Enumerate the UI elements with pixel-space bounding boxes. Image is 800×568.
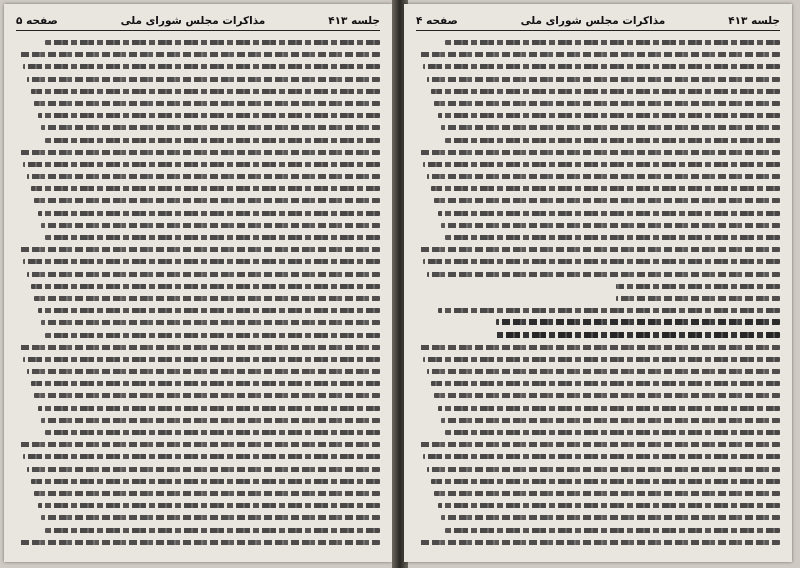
text-line: [416, 194, 780, 206]
text-line: [16, 475, 380, 487]
text-line-ink: [31, 284, 380, 289]
text-line: [416, 487, 780, 499]
text-line: [416, 73, 780, 85]
text-line-ink: [423, 454, 780, 459]
text-line: [416, 134, 780, 146]
text-line: [16, 36, 380, 48]
text-line-ink: [616, 296, 780, 301]
text-line: [416, 438, 780, 450]
text-line-ink: [496, 319, 780, 325]
text-line: [16, 170, 380, 182]
text-line-ink: [420, 540, 780, 545]
text-line: [16, 121, 380, 133]
text-line-ink: [445, 138, 780, 143]
right-session-number: جلسه ۴۱۳: [728, 15, 780, 27]
left-page-title: مذاکرات مجلس شورای ملی: [120, 15, 266, 27]
right-page-body: [416, 36, 780, 556]
text-line: [16, 329, 380, 341]
text-line: [416, 158, 780, 170]
text-line-ink: [438, 211, 780, 216]
text-line-ink: [427, 77, 780, 82]
text-line: [16, 463, 380, 475]
text-line: [416, 231, 780, 243]
text-line: [416, 97, 780, 109]
text-line: [16, 487, 380, 499]
text-line-ink: [445, 528, 780, 533]
text-line: [16, 73, 380, 85]
text-line: [416, 316, 780, 328]
text-line-ink: [23, 64, 380, 69]
text-line-ink: [38, 406, 380, 411]
text-line: [416, 207, 780, 219]
text-line: [416, 414, 780, 426]
text-line-ink: [23, 357, 380, 362]
text-line-ink: [20, 247, 380, 252]
text-line-ink: [441, 223, 780, 228]
left-page-header: [16, 12, 380, 31]
text-line: [16, 292, 380, 304]
text-line: [16, 316, 380, 328]
left-page-body: [16, 36, 380, 556]
text-line-ink: [445, 235, 780, 240]
text-line-ink: [31, 381, 380, 386]
text-line-ink: [427, 369, 780, 374]
right-page: [404, 4, 792, 562]
text-line: [16, 524, 380, 536]
left-session-number: جلسه ۴۱۳: [328, 15, 380, 27]
text-line-ink: [434, 198, 780, 203]
text-line: [416, 475, 780, 487]
text-line-ink: [41, 418, 380, 423]
text-line-ink: [41, 320, 380, 325]
text-line-ink: [445, 430, 780, 435]
text-line-ink: [27, 272, 380, 277]
text-line-ink: [45, 40, 380, 45]
text-line: [16, 48, 380, 60]
text-line-ink: [45, 430, 380, 435]
text-line-ink: [438, 406, 780, 411]
text-line-ink: [20, 345, 380, 350]
text-line: [16, 219, 380, 231]
text-line: [416, 60, 780, 72]
text-line: [16, 60, 380, 72]
text-line-ink: [41, 223, 380, 228]
text-line: [16, 231, 380, 243]
text-line-ink: [427, 174, 780, 179]
text-line-ink: [34, 393, 380, 398]
text-line: [416, 426, 780, 438]
text-line-ink: [20, 150, 380, 155]
text-line-ink: [420, 345, 780, 350]
left-page-number: صفحه ۵: [16, 15, 58, 27]
text-line: [416, 268, 780, 280]
text-line-ink: [45, 333, 380, 338]
text-line-ink: [423, 259, 780, 264]
text-line: [416, 182, 780, 194]
text-line: [16, 146, 380, 158]
text-line: [16, 97, 380, 109]
text-line-ink: [27, 467, 380, 472]
text-line: [16, 194, 380, 206]
text-line: [416, 524, 780, 536]
text-line: [416, 85, 780, 97]
text-line-ink: [41, 125, 380, 130]
text-line: [16, 377, 380, 389]
text-line-ink: [27, 369, 380, 374]
text-line: [416, 329, 780, 341]
text-line-ink: [438, 503, 780, 508]
text-line: [16, 243, 380, 255]
text-line-ink: [23, 259, 380, 264]
text-line-ink: [434, 101, 780, 106]
text-line-ink: [31, 89, 380, 94]
right-page-number: صفحه ۴: [416, 15, 458, 27]
text-line-ink: [38, 211, 380, 216]
text-line-ink: [420, 52, 780, 57]
text-line: [416, 304, 780, 316]
text-line-ink: [27, 174, 380, 179]
text-line-ink: [427, 272, 780, 277]
text-line-ink: [431, 381, 780, 386]
text-line-ink: [34, 198, 380, 203]
text-line-ink: [434, 491, 780, 496]
text-line-ink: [38, 113, 380, 118]
text-line-ink: [438, 113, 780, 118]
text-line-ink: [616, 284, 780, 289]
text-line-ink: [31, 479, 380, 484]
left-page: [4, 4, 392, 562]
text-line-ink: [441, 515, 780, 520]
text-line-ink: [420, 150, 780, 155]
text-line: [416, 402, 780, 414]
text-line: [416, 243, 780, 255]
text-line: [16, 207, 380, 219]
text-line-ink: [423, 64, 780, 69]
text-line: [416, 463, 780, 475]
text-line: [16, 414, 380, 426]
text-line: [416, 450, 780, 462]
text-line-ink: [431, 479, 780, 484]
text-line-ink: [31, 186, 380, 191]
text-line-ink: [441, 418, 780, 423]
text-line: [416, 365, 780, 377]
text-line: [16, 158, 380, 170]
right-page-header: [416, 12, 780, 31]
text-line-ink: [423, 162, 780, 167]
text-line: [416, 499, 780, 511]
text-line: [16, 511, 380, 523]
text-line-ink: [41, 515, 380, 520]
text-line: [416, 109, 780, 121]
text-line: [16, 365, 380, 377]
right-page-title: مذاکرات مجلس شورای ملی: [520, 15, 666, 27]
text-line: [16, 255, 380, 267]
text-line: [416, 292, 780, 304]
text-line-ink: [438, 308, 780, 313]
text-line: [416, 36, 780, 48]
text-line: [16, 536, 380, 548]
text-line-ink: [38, 503, 380, 508]
text-line: [416, 511, 780, 523]
text-line-ink: [20, 52, 380, 57]
text-line: [416, 280, 780, 292]
text-line: [16, 304, 380, 316]
text-line: [16, 389, 380, 401]
text-line: [416, 377, 780, 389]
text-line: [16, 499, 380, 511]
text-line-ink: [441, 125, 780, 130]
text-line-ink: [431, 89, 780, 94]
text-line-ink: [420, 442, 780, 447]
text-line: [16, 182, 380, 194]
text-line: [16, 402, 380, 414]
text-line-ink: [45, 528, 380, 533]
text-line: [16, 450, 380, 462]
text-line: [16, 353, 380, 365]
text-line: [416, 170, 780, 182]
text-line: [16, 109, 380, 121]
text-line: [416, 389, 780, 401]
text-line: [416, 121, 780, 133]
text-line-ink: [20, 442, 380, 447]
text-line-ink: [23, 454, 380, 459]
text-line: [416, 341, 780, 353]
text-line-ink: [431, 186, 780, 191]
text-line: [16, 438, 380, 450]
text-line-ink: [45, 235, 380, 240]
text-line-ink: [34, 101, 380, 106]
text-line: [416, 536, 780, 548]
text-line-ink: [23, 162, 380, 167]
text-line: [16, 280, 380, 292]
text-line-ink: [427, 467, 780, 472]
text-line: [416, 353, 780, 365]
text-line-ink: [38, 308, 380, 313]
text-line-ink: [445, 40, 780, 45]
text-line: [16, 426, 380, 438]
text-line-ink: [27, 77, 380, 82]
text-line: [416, 146, 780, 158]
text-line-ink: [34, 296, 380, 301]
text-line: [16, 341, 380, 353]
text-line: [416, 219, 780, 231]
text-line: [16, 268, 380, 280]
text-line: [416, 255, 780, 267]
text-line-ink: [45, 138, 380, 143]
text-line-ink: [420, 247, 780, 252]
text-line-ink: [423, 357, 780, 362]
text-line: [16, 134, 380, 146]
text-line: [416, 48, 780, 60]
text-line-ink: [496, 332, 780, 338]
text-line-ink: [20, 540, 380, 545]
text-line-ink: [34, 491, 380, 496]
text-line-ink: [434, 393, 780, 398]
text-line: [16, 85, 380, 97]
